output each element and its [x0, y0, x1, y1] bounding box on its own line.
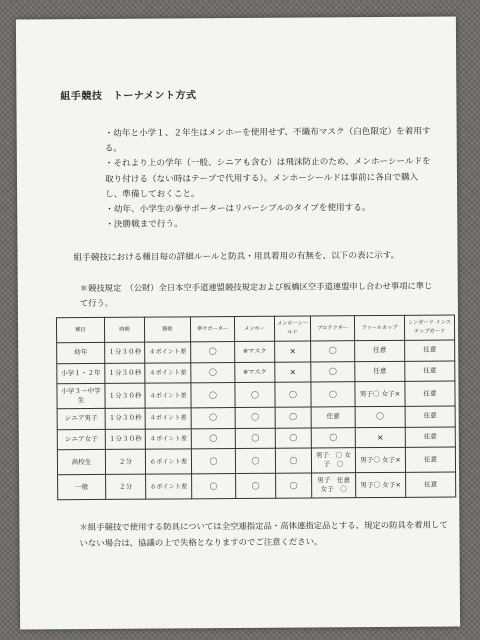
table-cell: ４ポイント差 [145, 428, 191, 449]
table-cell: ※マスク [235, 341, 275, 362]
table-row [57, 406, 455, 429]
table-cell: １分３０秒 [105, 363, 145, 384]
list-item: ・それより上の学年（一般、シニアも含む）は飛沫防止のため、メンホーシールドを取り付ける（ない時はテープで代用する）。メンホーシールドは事前に各自で購入し、準備しておくこと。 [104, 157, 431, 200]
table-cell: シニア男子 [57, 408, 105, 429]
table-cell: 〇 [191, 362, 235, 383]
table-cell: 〇 [235, 428, 275, 449]
table-cell: ４ポイント差 [145, 362, 191, 383]
table-cell: 〇 [311, 427, 355, 448]
list-item: ・幼年、小学生の拳サポーターはリバーシブルのタイプを使用する。 [105, 203, 371, 215]
table-row [57, 340, 455, 363]
table-cell: 〇 [276, 473, 312, 498]
table-cell: ２分 [105, 449, 145, 474]
table-cell: 〇 [191, 449, 235, 474]
table-cell: ６ポイント差 [146, 474, 192, 499]
table-cell: 〇 [311, 341, 355, 362]
table-header-row [56, 315, 454, 343]
table-cell: 〇 [235, 407, 275, 428]
table-cell: 〇 [235, 382, 275, 407]
table-cell: １分３０秒 [105, 429, 145, 450]
table-cell: ４ポイント差 [145, 342, 191, 363]
table-cell: 任意 [405, 406, 455, 427]
table-cell: 〇 [275, 382, 311, 407]
table-cell: 〇 [192, 474, 236, 499]
table-cell: 小学１・２年 [57, 363, 105, 384]
rules-list [105, 125, 436, 234]
table-cell: ６ポイント差 [145, 449, 191, 474]
document-page [16, 16, 460, 629]
table-cell: 〇 [235, 448, 275, 473]
table-cell: 任意 [355, 361, 405, 382]
equipment-table [56, 314, 456, 500]
table-cell: 一般 [58, 474, 106, 499]
regulation-note: ＊競技規定 （公財）全日本空手道連盟競技規定および板橋区空手道連盟申し合わせ事項に準じて行う。 [79, 280, 433, 309]
table-cell: 任意 [405, 340, 455, 361]
table-cell: 任意 [405, 426, 455, 447]
table-row [58, 472, 456, 500]
table-row [57, 360, 455, 383]
table-cell: １分３０秒 [105, 342, 145, 363]
column-header: 時間 [104, 317, 144, 342]
list-item: ・幼年と小学１、２年生はメンホーを使用せず、不織布マスク（白色限定）を着用する。 [104, 126, 431, 155]
table-row [57, 426, 455, 449]
table-cell: 任意 [405, 447, 455, 472]
column-header: メンホー [234, 316, 274, 341]
table-cell: 男子 任意 女子 〇 [312, 473, 356, 498]
column-header: プロテクター [310, 316, 354, 341]
table-cell: 任意 [406, 472, 456, 497]
table-cell: 任意 [355, 340, 405, 361]
column-header: 勝敗 [144, 317, 190, 342]
table-row [57, 381, 455, 409]
column-header: 拳サポーター [190, 317, 234, 342]
table-cell: １分３０秒 [105, 408, 145, 429]
table-cell: × [275, 361, 311, 382]
table-cell: 幼年 [57, 342, 105, 363]
page-title: 組手競技 トーナメント方式 [60, 90, 197, 103]
table-cell: ２分 [106, 474, 146, 499]
table-cell: 〇 [355, 406, 405, 427]
table-cell: 〇 [191, 408, 235, 429]
table-cell: 〇 [311, 382, 355, 407]
table-cell: 〇 [191, 428, 235, 449]
table-cell: 〇 [236, 473, 276, 498]
table-cell: 男子〇 女子× [355, 381, 405, 406]
table-cell: ４ポイント差 [145, 383, 191, 408]
table-cell: シニア女子 [57, 429, 105, 450]
column-header: シンガード インステップガード [404, 315, 454, 340]
column-header: 種目 [56, 317, 104, 342]
table-row [57, 447, 455, 475]
column-header: ファールカップ [354, 315, 404, 340]
table-cell: １分３０秒 [105, 383, 145, 408]
intro-text: 組手競技における種目毎の詳細ルールと防具・用具着用の有無を、以下の表に示す。 [73, 250, 400, 264]
table-cell: 〇 [191, 383, 235, 408]
table-cell: 〇 [275, 448, 311, 473]
column-header: メンホーシールド [274, 316, 310, 341]
table-cell: ※マスク [235, 362, 275, 383]
table-cell: 〇 [311, 361, 355, 382]
equipment-footnote: ＊組手競技で使用する防具については全空連指定品・高体連指定品とする、規定の防具を着用していない場合は、協議の上で失格となりますのでご注意ください。 [79, 519, 448, 549]
table-cell: 〇 [191, 342, 235, 363]
table-cell: 任意 [405, 360, 455, 381]
table-cell: 高校生 [57, 449, 105, 474]
list-item: ・決勝戦まで行う。 [105, 219, 183, 231]
table-cell: 〇 [275, 407, 311, 428]
table-cell: 男子〇 女子× [355, 447, 405, 472]
table-cell: 任意 [311, 407, 355, 428]
table-cell: 男子〇 女子× [356, 472, 406, 497]
table-cell: 〇 [275, 427, 311, 448]
table-cell: × [275, 341, 311, 362]
table-cell: 男子 〇 女子 〇 [311, 448, 355, 473]
table-cell: 任意 [405, 381, 455, 406]
table-cell: ４ポイント差 [145, 408, 191, 429]
table-cell: × [355, 427, 405, 448]
table-cell: 小学３〜中学生 [57, 383, 105, 408]
